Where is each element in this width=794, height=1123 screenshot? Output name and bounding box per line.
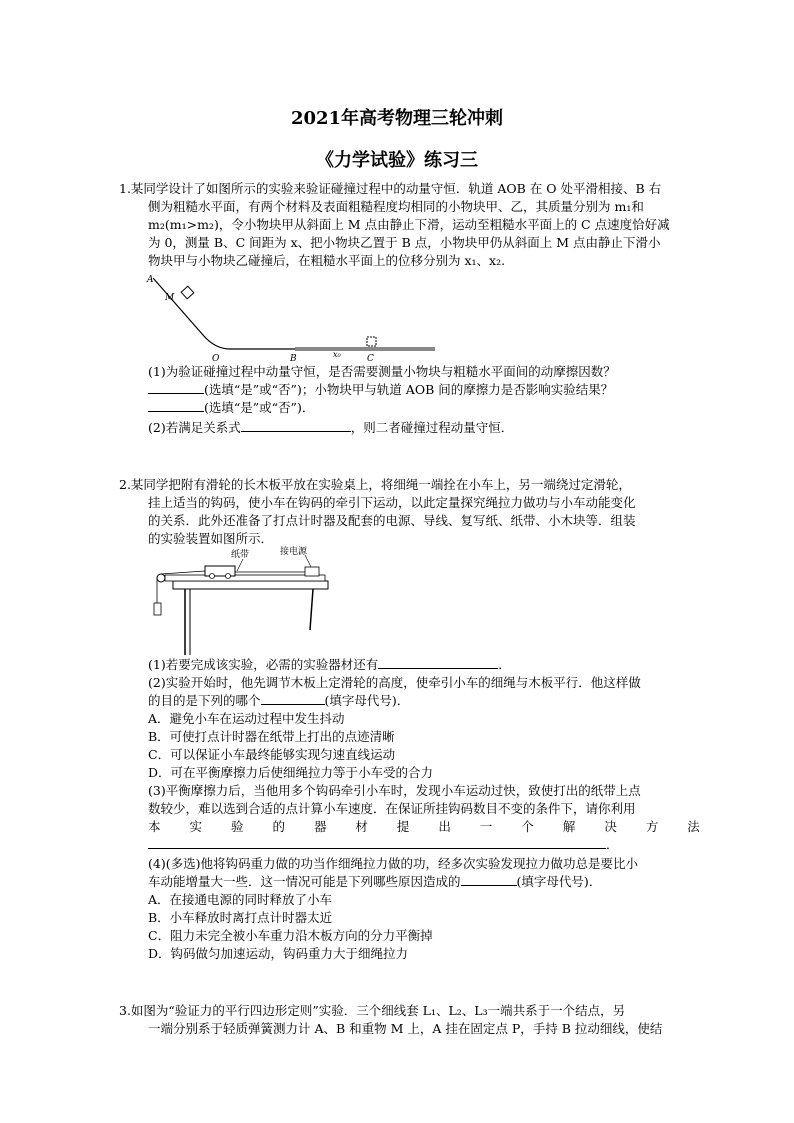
q3-line-1: 3.如图为“验证力的平行四边形定则”实验．三个细线套 L₁、L₂、L₃一端共系于一个结点，另 [119,1003,626,1018]
hook-weight [154,603,161,615]
label-c: C [367,354,374,362]
q2-s4-option-b: B．小车释放时离打点计时器太近 [148,910,333,925]
q2-s2-line-2: 的目的是下列的哪个 (填字母代号)． [148,693,410,708]
block-m [181,286,194,299]
label-b: B [290,354,297,362]
q2-line-2: 挂上适当的钩码，使小车在钩码的牵引下运动，以此定量探究绳拉力做功与小车动能变化 [148,495,636,510]
q2-s3-line-3: 本 实 验 的 器 材 提 出 一 个 解 决 方 法 [148,819,700,834]
q1-sub1-line-1: (1)为验证碰撞过程中动量守恒，是否需要测量小物块与粗糙水平面间的动摩擦因数？ [148,364,616,379]
answer-blank[interactable] [461,873,517,886]
q1-line-3: m₂(m₁>m₂)，令小物块甲从斜面上 M 点由静止下滑，运动至粗糙水平面上的 C 点速度恰好减 [148,217,670,232]
timer [305,567,319,576]
q2-s3-line-4: ． [148,836,619,854]
cart [205,566,235,576]
q2-s2-line-1: (2)实验开始时，他先调节木板上定滑轮的高度，使牵引小车的细绳与木板平行．他这样做 [148,675,641,690]
q2-line-3: 的关系．此外还准备了打点计时器及配套的电源、导线、复写纸、纸带、小木块等．组装 [148,513,636,528]
q1-sub1-line-2: (选填“是”或“否”)；小物块甲与轨道 AOB 间的摩擦力是否影响实验结果？ [148,381,613,399]
q2-line-1: 2.某同学把附有滑轮的长木板平放在实验桌上，将细绳一端拴在小车上，另一端绕过定滑轮， [119,477,631,492]
document-subtitle: 《力学试验》练习三 [316,150,478,171]
answer-blank[interactable] [148,836,606,849]
label-a: A [147,275,154,285]
document-title: 2021年高考物理三轮冲刺 [290,108,504,129]
label-tape: 纸带 [231,550,250,560]
rough-surface [295,347,435,351]
pulley [157,574,165,582]
q2-s4-line-2: 车动能增量大一些．这一情况可能是下列哪些原因造成的 (填字母代号)． [148,874,602,889]
q2-s3-line-2: 数较少，难以选到合适的点计算小车速度．在保证所挂钩码数目不变的条件下，请你利用 [148,801,636,816]
q1-line-4: 为 0，测量 B、C 间距为 x、把小物块乙置于 B 点，小物块甲仍从斜面上 M 点由静止下滑小 [148,235,661,250]
q2-s2-option-c: C．可以保证小车最终能够实现匀速直线运动 [148,747,396,762]
answer-blank[interactable] [148,399,204,412]
q1-track-figure [145,270,445,362]
block-c [367,337,376,346]
table-top [173,581,328,589]
q2-s4-option-d: D．钩码做匀加速运动，钩码重力大于细绳拉力 [148,946,409,961]
q2-apparatus-figure [145,545,345,657]
q1-line-5: 物块甲与小物块乙碰撞后，在粗糙水平面上的位移分别为 x₁、x₂. [148,253,506,268]
q2-s4-option-a: A．在接通电源的同时释放了小车 [148,892,333,907]
q2-s1-line: (1)若要完成该实验，必需的实验器材还有 ． [148,657,511,672]
answer-blank[interactable] [241,419,351,432]
q2-s2-option-a: A．避免小车在运动过程中发生抖动 [148,711,345,726]
q2-s4-option-c: C．阻力未完全被小车重力沿木板方向的分力平衡掉 [148,928,433,943]
q2-s4-line-1: (4)(多选)他将钩码重力做的功当作细绳拉力做的功，经多次实验发现拉力做功总是要比小 [148,856,638,871]
q2-line-4: 的实验装置如图所示． [148,531,274,546]
q1-line-1: 1.某同学设计了如图所示的实验来验证碰撞过程中的动量守恒．轨道 AOB 在 O 处平滑相接、B 右 [119,181,662,196]
q1-sub1-line-3: (选填“是”或“否”)． [148,399,314,417]
answer-blank[interactable] [261,692,325,705]
board [165,575,325,581]
label-x0: x₀ [333,350,341,359]
label-o: O [212,354,220,362]
q1-sub2-line: (2)若满足关系式 ，则二者碰撞过程动量守恒． [148,420,514,435]
q2-s3-line-1: (3)平衡摩擦力后，当他用多个钩码牵引小车时，发现小车运动过快，致使打出的纸带上点 [148,783,641,798]
q2-s2-option-b: B．可使打点计时器在纸带上打出的点迹清晰 [148,729,395,744]
q1-line-2: 侧为粗糙水平面，有两个材料及表面粗糙程度均相同的小物块甲、乙，其质量分别为 m₁和 [148,199,644,214]
q3-line-2: 一端分别系于轻质弹簧测力计 A、B 和重物 M 上，A 挂在固定点 P，手持 B 拉动细线，使结 [148,1021,663,1036]
answer-blank[interactable] [378,656,498,669]
label-power: 接电源 [280,547,308,557]
q2-s2-option-d: D．可在平衡摩擦力后使细绳拉力等于小车受的合力 [148,765,434,780]
answer-blank[interactable] [148,381,204,394]
label-m: M [165,293,175,303]
